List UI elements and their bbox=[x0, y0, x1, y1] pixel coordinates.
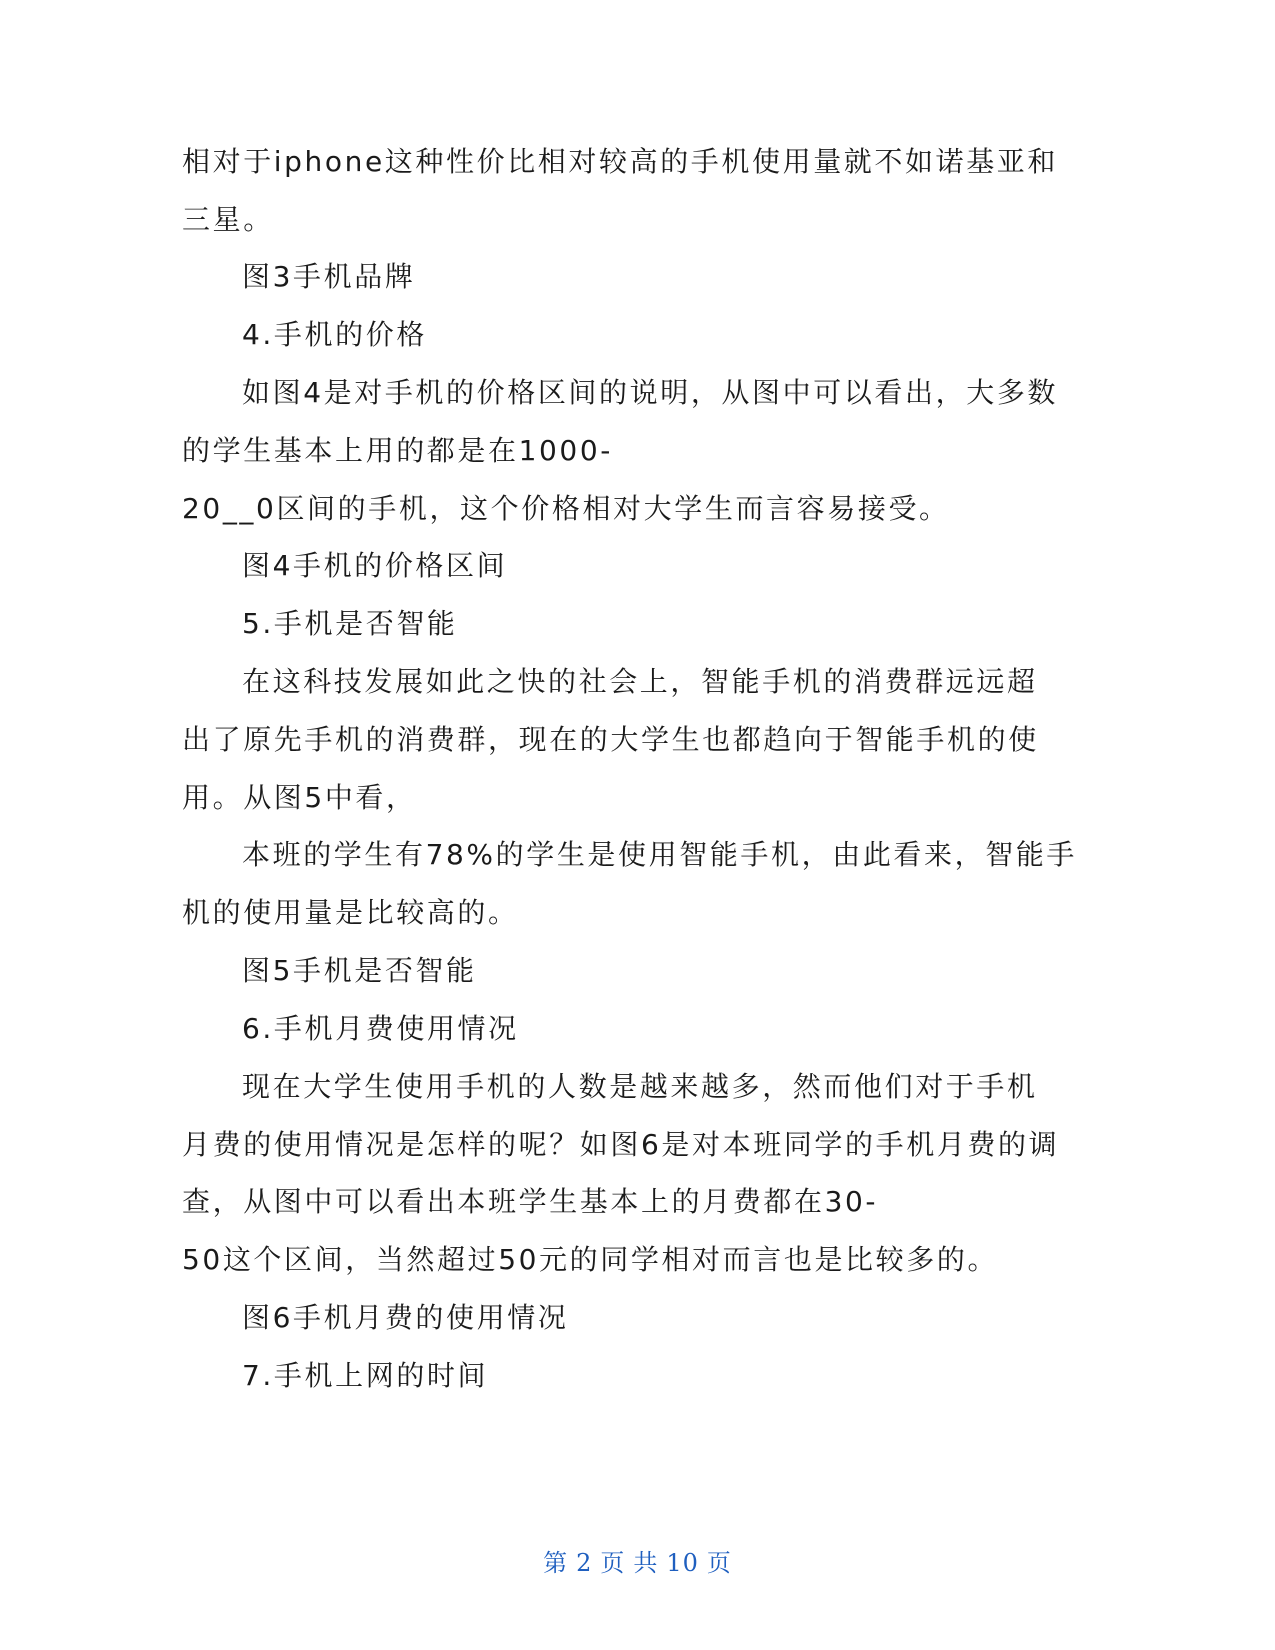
text-line: 现在大学生使用手机的人数是越来越多，然而他们对于手机 bbox=[242, 1070, 1038, 1103]
text-line: 月费的使用情况是怎样的呢？如图6是对本班同学的手机月费的调 bbox=[182, 1128, 1060, 1161]
section-heading: 4.手机的价格 bbox=[242, 318, 427, 351]
text-line: 机的使用量是比较高的。 bbox=[182, 896, 519, 929]
text-line: 三星。 bbox=[182, 203, 274, 236]
text-line: 出了原先手机的消费群，现在的大学生也都趋向于智能手机的使 bbox=[182, 723, 1039, 756]
footer-suffix: 页 bbox=[706, 1549, 732, 1577]
text-line: 相对于iphone这种性价比相对较高的手机使用量就不如诺基亚和 bbox=[182, 145, 1059, 178]
footer-total-word: 共 bbox=[633, 1549, 659, 1577]
current-page-number: 2 bbox=[576, 1549, 593, 1577]
text-line: 在这科技发展如此之快的社会上，智能手机的消费群远远超 bbox=[242, 665, 1038, 698]
text-line: 用。从图5中看， bbox=[182, 781, 417, 814]
text-line: 查，从图中可以看出本班学生基本上的月费都在30- bbox=[182, 1185, 879, 1218]
page-footer bbox=[0, 1543, 1275, 1578]
footer-prefix: 第 bbox=[543, 1549, 569, 1577]
footer-page-word: 页 bbox=[600, 1549, 626, 1577]
text-line: 50这个区间，当然超过50元的同学相对而言也是比较多的。 bbox=[182, 1243, 999, 1276]
total-pages-number: 10 bbox=[666, 1549, 699, 1577]
text-line: 本班的学生有78%的学生是使用智能手机，由此看来，智能手 bbox=[242, 838, 1078, 871]
figure-caption: 图4手机的价格区间 bbox=[242, 549, 508, 582]
figure-caption: 图3手机品牌 bbox=[242, 260, 416, 293]
text-line: 的学生基本上用的都是在1000- bbox=[182, 434, 613, 467]
text-line: 20__0区间的手机，这个价格相对大学生而言容易接受。 bbox=[182, 492, 950, 525]
section-heading: 7.手机上网的时间 bbox=[242, 1359, 489, 1392]
figure-caption: 图5手机是否智能 bbox=[242, 954, 477, 987]
section-heading: 5.手机是否智能 bbox=[242, 607, 458, 640]
figure-caption: 图6手机月费的使用情况 bbox=[242, 1301, 569, 1334]
text-line: 如图4是对手机的价格区间的说明，从图中可以看出，大多数 bbox=[242, 376, 1059, 409]
section-heading: 6.手机月费使用情况 bbox=[242, 1012, 519, 1045]
